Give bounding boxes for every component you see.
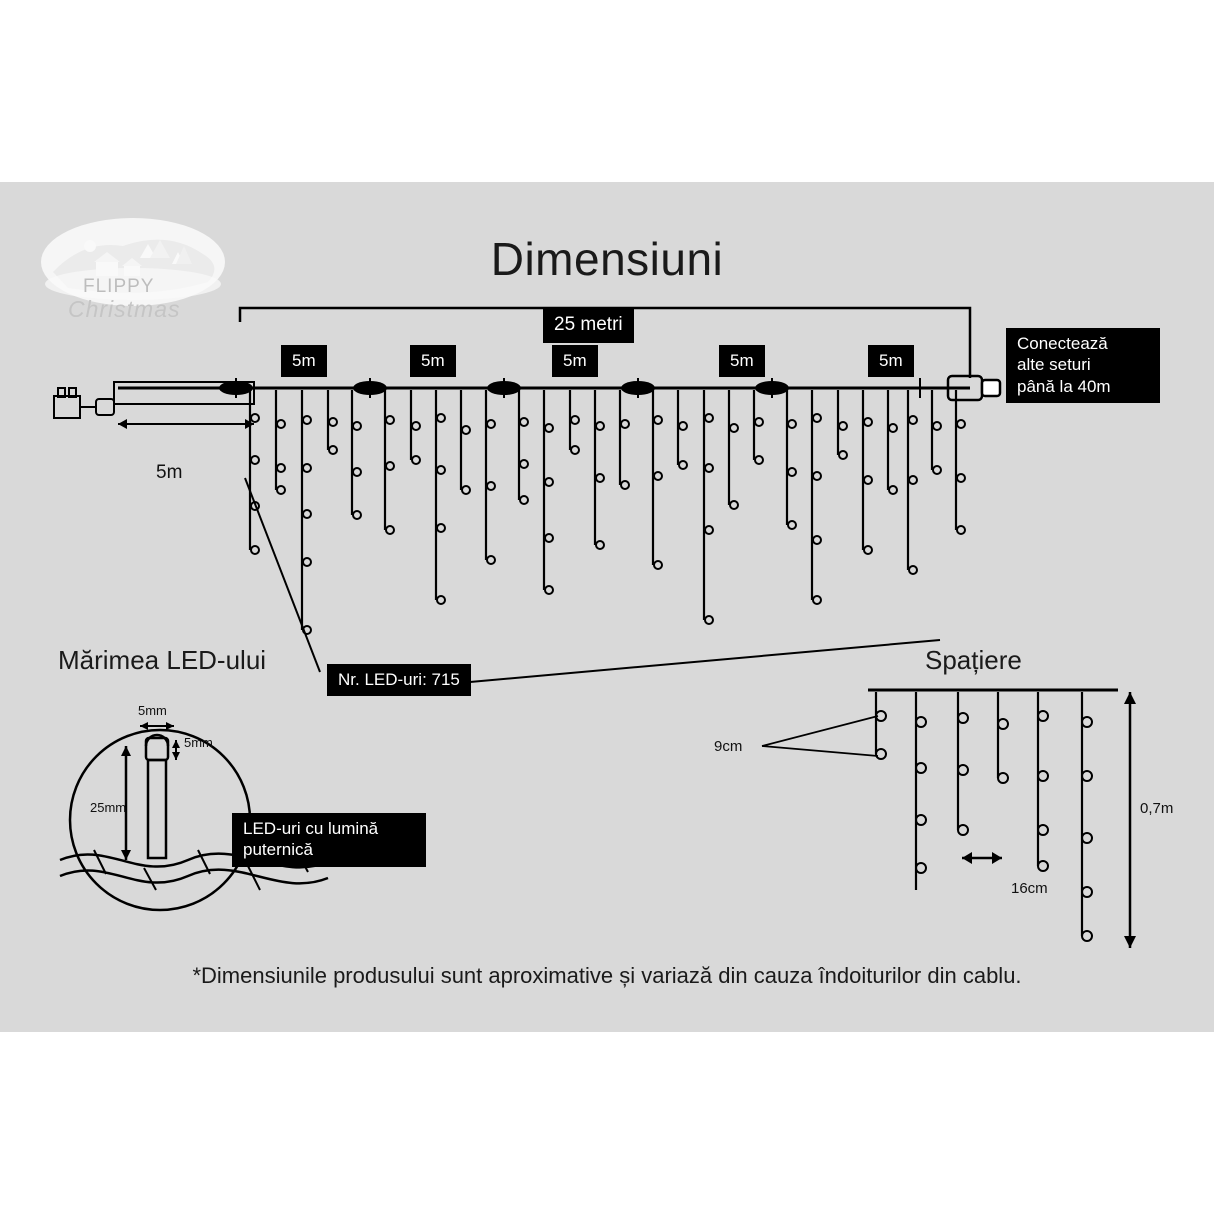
connector-note	[1006, 328, 1160, 403]
segment-label-2: 5m	[410, 345, 456, 377]
led-bulb-height-label: 5mm	[184, 735, 213, 750]
segment-label-1: 5m	[281, 345, 327, 377]
spacing-svg	[690, 680, 1160, 960]
led-length-label: 25mm	[90, 800, 127, 815]
total-drop-label: 0,7m	[1140, 800, 1174, 817]
horizontal-spacing-label: 16cm	[1011, 880, 1048, 897]
segment-label-5: 5m	[868, 345, 914, 377]
led-brightness-note-line-1: LED-uri cu lumină	[243, 819, 379, 838]
led-brightness-note-line-2: puternică	[243, 840, 313, 860]
drop-spacing-label: 9cm	[714, 738, 743, 755]
logo-brand-bottom: Christmas	[68, 296, 181, 322]
segment-label-3: 5m	[552, 345, 598, 377]
connector-note-line-2: alte seturi	[1017, 355, 1091, 375]
footnote-text: *Dimensiunile produsului sunt aproximative și variază din cauza îndoiturilor din cablu.	[192, 963, 1022, 988]
lead-cable-length-label: 5m	[156, 462, 183, 483]
page-title: Dimensiuni	[490, 233, 724, 285]
led-width-label: 5mm	[138, 703, 167, 718]
spacing-heading: Spațiere	[925, 645, 1022, 675]
spacing-diagram	[690, 680, 1160, 960]
connector-note-line-3: până la 40m	[1017, 376, 1111, 396]
led-size-heading: Mărimea LED-ului	[58, 645, 267, 675]
logo-brand-top: FLIPPY	[83, 276, 155, 297]
led-brightness-note	[232, 813, 426, 867]
total-length-label: 25 metri	[543, 308, 634, 343]
connector-note-line-1: Conectează	[1017, 334, 1108, 353]
segment-label-4: 5m	[719, 345, 765, 377]
led-count-label: Nr. LED-uri: 715	[327, 664, 471, 696]
